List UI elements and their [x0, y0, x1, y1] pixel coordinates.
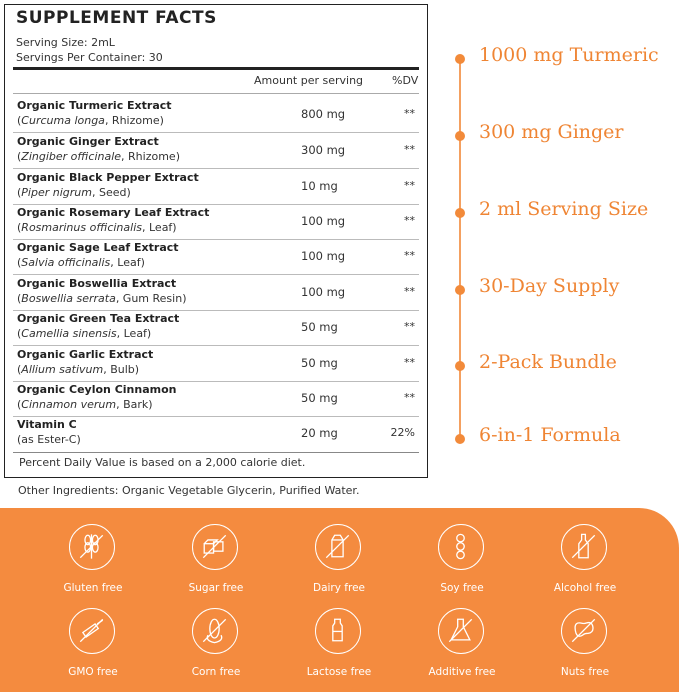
timeline-dot — [455, 434, 465, 444]
badge-corn-free — [161, 608, 271, 688]
highlight-text: 2 ml Serving Size — [479, 198, 649, 220]
badge-sugar-free — [161, 524, 271, 604]
other-ingredients: Other Ingredients: Organic Vegetable Glycerin, Purified Water. — [18, 484, 360, 497]
ingredient-row — [13, 133, 419, 169]
badge-alcohol-free — [530, 524, 640, 604]
ingredient-source: (Boswellia serrata, Gum Resin) — [17, 292, 187, 305]
badge-label: Soy free — [440, 582, 484, 594]
badge-label: GMO free — [68, 666, 118, 678]
ingredient-row — [13, 275, 419, 311]
badge-label: Sugar free — [188, 582, 244, 594]
ingredient-dv: ** — [404, 214, 415, 227]
ingredient-dv: ** — [404, 285, 415, 298]
badge-nuts-free — [530, 608, 640, 688]
highlight-text: 30-Day Supply — [479, 275, 620, 297]
highlight-text: 2-Pack Bundle — [479, 351, 617, 373]
dv-header: %DV — [392, 74, 419, 87]
ingredient-amount: 20 mg — [301, 426, 338, 440]
ingredient-source: (Rosmarinus officinalis, Leaf) — [17, 221, 177, 234]
timeline-line — [459, 57, 461, 439]
sugar-cubes-icon — [193, 525, 236, 568]
ingredient-name: Organic Green Tea Extract — [17, 312, 180, 325]
ingredient-name: Organic Black Pepper Extract — [17, 171, 199, 184]
servings-per-container: Servings Per Container: 30 — [16, 51, 163, 64]
ingredient-name: Organic Ginger Extract — [17, 135, 159, 148]
badge-dairy-free — [284, 524, 394, 604]
timeline-dot — [455, 54, 465, 64]
ingredient-amount: 300 mg — [301, 143, 346, 157]
badge-soy-free — [407, 524, 517, 604]
ingredient-dv: ** — [404, 391, 415, 404]
ingredient-name: Organic Boswellia Extract — [17, 277, 177, 290]
ingredient-amount: 50 mg — [301, 391, 338, 405]
ingredient-amount: 100 mg — [301, 249, 346, 263]
serving-size: Serving Size: 2mL — [16, 36, 115, 49]
ingredient-dv: ** — [404, 179, 415, 192]
badge-label: Lactose free — [306, 666, 372, 678]
ingredient-row — [13, 346, 419, 382]
badge-label: Alcohol free — [553, 582, 617, 594]
badge-label: Nuts free — [560, 666, 610, 678]
timeline-dot — [455, 361, 465, 371]
ingredient-amount: 100 mg — [301, 214, 346, 228]
ingredient-name: Organic Sage Leaf Extract — [17, 241, 179, 254]
ingredient-source: (as Ester-C) — [17, 433, 81, 446]
ingredient-name: Organic Garlic Extract — [17, 348, 154, 361]
badge-label: Additive free — [428, 666, 496, 678]
ingredient-row — [13, 239, 419, 275]
ingredient-source: (Allium sativum, Bulb) — [17, 363, 140, 376]
ingredient-source: (Camellia sinensis, Leaf) — [17, 327, 152, 340]
vitamin-row — [13, 416, 419, 453]
ingredient-row — [13, 381, 419, 417]
ingredient-dv: ** — [404, 249, 415, 262]
peanut-icon — [562, 609, 605, 652]
ingredient-amount: 50 mg — [301, 356, 338, 370]
ingredient-row — [13, 169, 419, 205]
ingredient-dv: ** — [404, 320, 415, 333]
ingredient-amount: 800 mg — [301, 107, 346, 121]
ingredient-amount: 100 mg — [301, 285, 346, 299]
badge-label: Gluten free — [63, 582, 123, 594]
highlight-text: 300 mg Ginger — [479, 121, 624, 143]
ingredient-row — [13, 310, 419, 346]
flask-icon — [439, 609, 482, 652]
corn-icon — [193, 609, 236, 652]
ingredient-source: (Piper nigrum, Seed) — [17, 186, 131, 199]
badge-label: Dairy free — [312, 582, 365, 594]
ingredient-amount: 10 mg — [301, 179, 338, 193]
badge-additive-free — [407, 608, 517, 688]
bottle-icon — [562, 525, 605, 568]
badge-label: Corn free — [191, 666, 241, 678]
ingredient-name: Organic Turmeric Extract — [17, 99, 172, 112]
badge-gmo-free — [38, 608, 148, 688]
soybean-pod-icon — [439, 525, 482, 568]
amount-header: Amount per serving — [254, 74, 364, 87]
ingredient-row — [13, 97, 419, 133]
ingredient-source: (Curcuma longa, Rhizome) — [17, 114, 164, 127]
ingredient-source: (Cinnamon verum, Bark) — [17, 398, 153, 411]
ingredient-name: Vitamin C — [17, 418, 77, 431]
ingredient-name: Organic Ceylon Cinnamon — [17, 383, 177, 396]
timeline-dot — [455, 208, 465, 218]
badge-lactose-free — [284, 608, 394, 688]
ingredient-dv: 22% — [390, 426, 415, 439]
ingredient-row — [13, 204, 419, 240]
ingredient-name: Organic Rosemary Leaf Extract — [17, 206, 210, 219]
syringe-icon — [70, 609, 113, 652]
header-divider — [13, 93, 419, 94]
ingredient-dv: ** — [404, 356, 415, 369]
highlight-text: 1000 mg Turmeric — [479, 44, 659, 66]
supplement-facts-panel — [4, 4, 428, 478]
milk-carton-icon — [316, 525, 359, 568]
ingredient-dv: ** — [404, 143, 415, 156]
milk-bottle-icon — [316, 609, 359, 652]
facts-title: SUPPLEMENT FACTS — [16, 8, 217, 28]
ingredient-source: (Salvia officinalis, Leaf) — [17, 256, 145, 269]
timeline-dot — [455, 131, 465, 141]
ingredient-source: (Zingiber officinale, Rhizome) — [17, 150, 180, 163]
highlight-text: 6-in-1 Formula — [479, 424, 621, 446]
thick-divider — [13, 67, 419, 70]
ingredient-amount: 50 mg — [301, 320, 338, 334]
dv-footnote: Percent Daily Value is based on a 2,000 calorie diet. — [19, 456, 306, 469]
ingredient-dv: ** — [404, 107, 415, 120]
free-from-band — [0, 508, 679, 692]
timeline-dot — [455, 285, 465, 295]
wheat-icon — [70, 525, 113, 568]
badge-gluten-free — [38, 524, 148, 604]
